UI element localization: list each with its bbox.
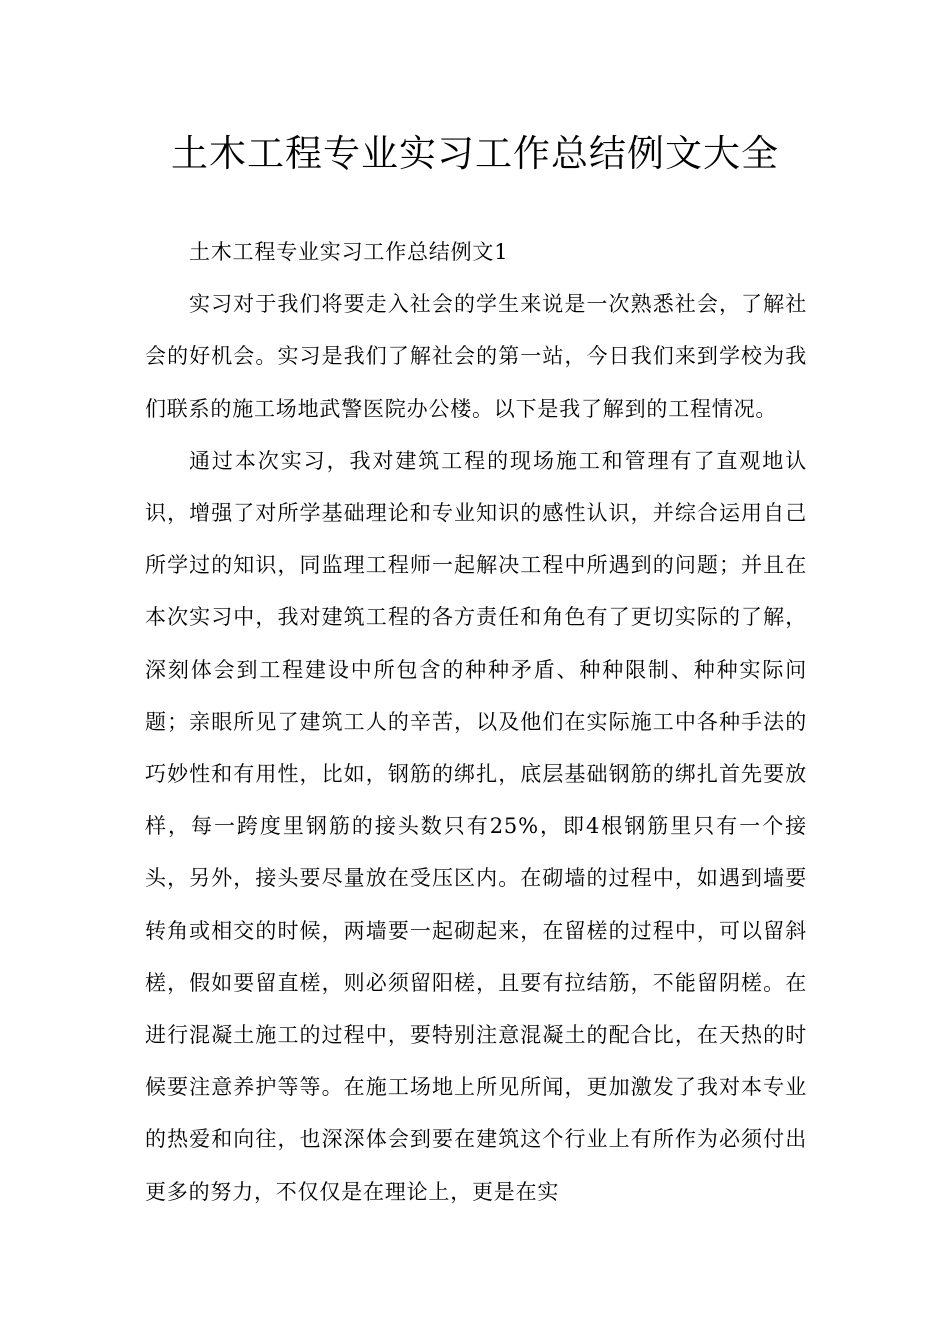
document-title: 土木工程专业实习工作总结例文大全	[171, 132, 779, 175]
document-body	[145, 226, 807, 1218]
paragraph-1: 实习对于我们将要走入社会的学生来说是一次熟悉社会，了解社会的好机会。实习是我们了解社会的第一站，今日我们来到学校为我们联系的施工场地武警医院办公楼。以下是我了解到的工程情况。	[145, 292, 807, 421]
section-heading: 土木工程专业实习工作总结例文1	[189, 240, 509, 264]
paragraph-2: 通过本次实习，我对建筑工程的现场施工和管理有了直观地认识，增强了对所学基础理论和专业知识的感性认识，并综合运用自己所学过的知识，同监理工程师一起解决工程中所遇到的问题；并且在本次实习中，我对建筑工程的各方责任和角色有了更切实际的了解，深刻体会到工程建设中所包含的种种矛盾、种种限制、种种实际问题；亲眼所见了建筑工人的辛苦，以及他们在实际施工中各种手法的巧妙性和有用性，比如，钢筋的绑扎，底层基础钢筋的绑扎首先要放样，每一跨度里钢筋的接头数只有25%，即4根钢筋里只有一个接头，另外，接头要尽量放在受压区内。在砌墙的过程中，如遇到墙要转角或相交的时候，两墙要一起砌起来，在留槎的过程中，可以留斜槎，假如要留直槎，则必须留阳槎，且要有拉结筋，不能留阴槎。在进行混凝土施工的过程中，要特别注意混凝土的配合比，在天热的时候要注意养护等等。在施工场地上所见所闻，更加激发了我对本专业的热爱和向往，也深深体会到要在建筑这个行业上有所作为必须付出更多的努力，不仅仅是在理论上，更是在实	[145, 448, 807, 1204]
